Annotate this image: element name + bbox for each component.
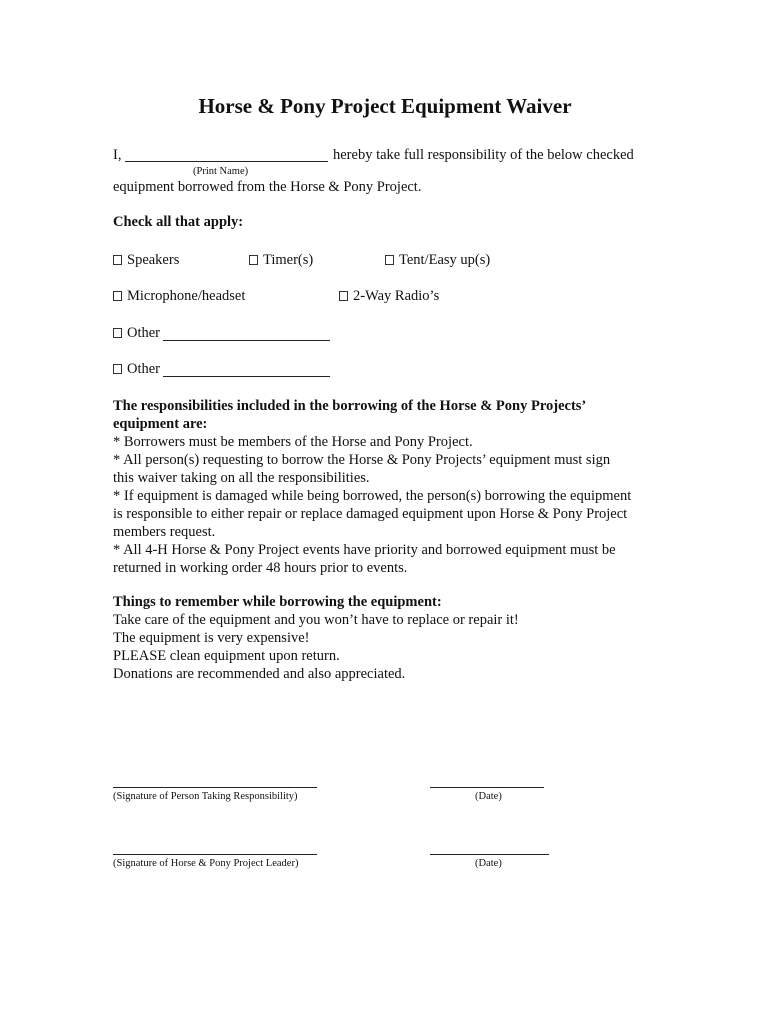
- date-line-person[interactable]: [430, 787, 544, 788]
- responsibility-line: is responsible to either repair or replace damaged equipment upon Horse & Pony Project: [113, 506, 628, 522]
- checkbox-icon[interactable]: [113, 328, 122, 338]
- checkbox-other-1[interactable]: [113, 325, 160, 342]
- signature-line-person[interactable]: [113, 787, 317, 788]
- checkbox-radios[interactable]: [339, 288, 439, 305]
- intro-prefix: I,: [113, 147, 122, 163]
- responsibility-line: members request.: [113, 524, 216, 540]
- checkbox-icon[interactable]: [113, 291, 122, 301]
- responsibility-line: returned in working order 48 hours prior to events.: [113, 560, 408, 576]
- responsibilities-heading-line: equipment are:: [113, 416, 208, 432]
- responsibility-line: * If equipment is damaged while being borrowed, the person(s) borrowing the equipment: [113, 488, 632, 504]
- checkbox-tent[interactable]: [385, 252, 490, 269]
- checkbox-timers[interactable]: [249, 252, 313, 269]
- remember-line: Take care of the equipment and you won’t have to replace or repair it!: [113, 612, 519, 628]
- remember-heading: Things to remember while borrowing the equipment:: [113, 594, 442, 610]
- date-caption-leader: (Date): [475, 858, 502, 869]
- checkbox-icon[interactable]: [339, 291, 348, 301]
- checkbox-icon[interactable]: [385, 255, 394, 265]
- responsibility-line: * All person(s) requesting to borrow the Horse & Pony Projects’ equipment must sign: [113, 452, 611, 468]
- remember-line: PLEASE clean equipment upon return.: [113, 648, 340, 664]
- other-2-line[interactable]: [163, 376, 330, 377]
- remember-line: Donations are recommended and also appreciated.: [113, 666, 406, 682]
- remember-line: The equipment is very expensive!: [113, 630, 310, 646]
- other-1-line[interactable]: [163, 340, 330, 341]
- checkbox-other-2[interactable]: [113, 361, 160, 378]
- responsibilities-heading: [113, 397, 586, 433]
- signature-line-leader[interactable]: [113, 854, 317, 855]
- intro-suffix: hereby take full responsibility of the below checked: [333, 147, 634, 163]
- checkbox-label: Tent/Easy up(s): [399, 252, 491, 268]
- remember-section: [113, 593, 519, 683]
- print-name-caption: (Print Name): [193, 166, 249, 177]
- date-line-leader[interactable]: [430, 854, 549, 855]
- signature-caption-person: (Signature of Person Taking Responsibility): [113, 791, 298, 802]
- checkbox-speakers[interactable]: [113, 252, 179, 269]
- checkbox-label: Timer(s): [263, 252, 314, 268]
- check-heading: Check all that apply:: [113, 214, 244, 230]
- print-name-line[interactable]: [125, 161, 328, 162]
- responsibilities-list: [113, 433, 631, 577]
- responsibility-line: * All 4-H Horse & Pony Project events have priority and borrowed equipment must be: [113, 542, 616, 558]
- checkbox-icon[interactable]: [249, 255, 258, 265]
- responsibility-line: * Borrowers must be members of the Horse and Pony Project.: [113, 434, 473, 450]
- checkbox-microphone[interactable]: [113, 288, 245, 305]
- responsibility-line: this waiver taking on all the responsibilities.: [113, 470, 370, 486]
- checkbox-icon[interactable]: [113, 364, 122, 374]
- checkbox-label: Speakers: [127, 252, 180, 268]
- responsibilities-heading-line: The responsibilities included in the borrowing of the Horse & Pony Projects’: [113, 398, 587, 414]
- checkbox-icon[interactable]: [113, 255, 122, 265]
- date-caption-person: (Date): [475, 791, 502, 802]
- checkbox-label: 2-Way Radio’s: [353, 288, 440, 304]
- checkbox-label: Microphone/headset: [127, 288, 246, 304]
- page-title: Horse & Pony Project Equipment Waiver: [198, 94, 572, 118]
- checkbox-label: Other: [127, 325, 161, 341]
- checkbox-label: Other: [127, 361, 161, 377]
- signature-caption-leader: (Signature of Horse & Pony Project Leader): [113, 858, 299, 869]
- intro-line2: equipment borrowed from the Horse & Pony Project.: [113, 179, 422, 195]
